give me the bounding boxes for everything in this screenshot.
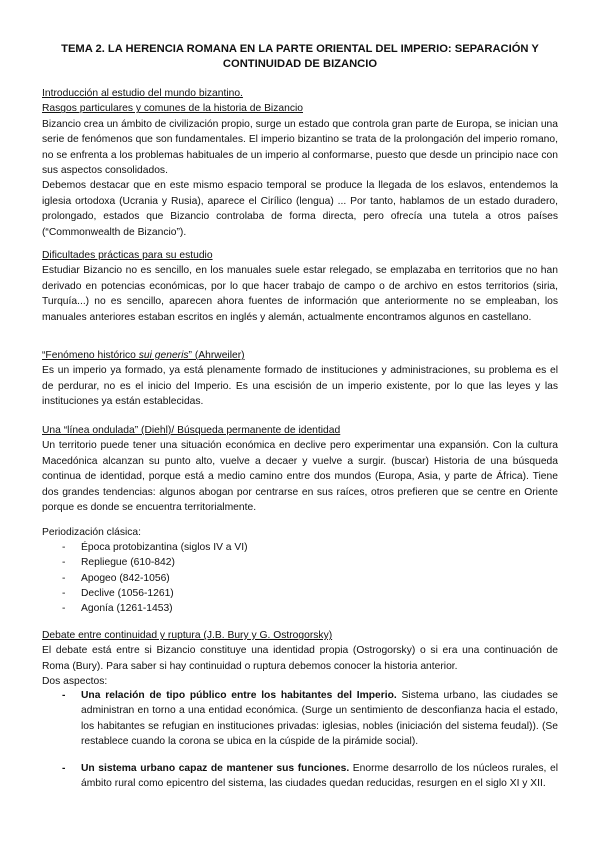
list-item: - Repliegue (610-842) (60, 555, 540, 570)
fenomeno-heading-a: “Fenómeno histórico (42, 350, 139, 361)
aspect-2-title: Un sistema urbano capaz de mantener sus funciones. (81, 763, 350, 774)
aspect-2 (60, 761, 558, 792)
aspect-1 (60, 688, 558, 750)
fenomeno-heading-b: sui generis (138, 350, 189, 361)
intro-paragraph-2: Debemos destacar que en este mismo espacio temporal se produce la llegada de los eslavos, entendemos la iglesia ortodoxa (Ucrania y Rusia), aparece el Cirílico (lengua) ... Por tanto, hablamos de un estado duradero, prolongado, estados que Bizancio controlaba de forma directa, pero ofrecía una tutela a otros países (“Commonwealth de Bizancio”). (42, 180, 558, 238)
list-item: - Declive (1056-1261) (60, 586, 540, 601)
debate-heading: Debate entre continuidad y ruptura (J.B. Bury y G. Ostrogorsky) (42, 630, 333, 641)
debate-paragraph: El debate está entre si Bizancio constituye una identidad propia (Ostrogorsky) o si era una continuación de Roma (Bury). Para saber si hay continuidad o ruptura debemos conocer la historia anterior. (42, 645, 558, 672)
document-title (40, 42, 560, 72)
periodizacion-heading: Periodización clásica: (42, 527, 142, 538)
fenomeno-paragraph: Es un imperio ya formado, ya está plenamente formado de instituciones y administraciones, su problema es el de perdurar, no es el inicio del Imperio. Es una escisión de un imperio existente, por lo que las leyes y las instituciones ya están establecidas. (42, 365, 558, 408)
dificultades-heading: Dificultades prácticas para su estudio (42, 250, 213, 261)
aspect-1-title: Una relación de tipo público entre los habitantes del Imperio. (81, 690, 397, 701)
list-item: - Época protobizantina (siglos IV a VI) (60, 540, 540, 555)
linea-heading: Una “línea ondulada” (Diehl)/ Búsqueda permanente de identidad (42, 425, 341, 436)
list-item: - Apogeo (842-1056) (60, 571, 540, 586)
rasgos-heading: Rasgos particulares y comunes de la historia de Bizancio (42, 103, 303, 115)
title-line-2: CONTINUIDAD DE BIZANCIO (222, 58, 378, 70)
periodizacion-list (60, 540, 540, 616)
list-item: - Agonía (1261-1453) (60, 601, 540, 616)
aspects-label: Dos aspectos: (42, 676, 108, 688)
aspect-2-text: Enorme desarrollo de los núcleos rurales, el ámbito rural como epicentro del sistema, las ciudades quedan reducidas, resurgen en el siglo XI y XII. (81, 763, 558, 790)
debate-section (42, 628, 558, 690)
dificultades-paragraph: Estudiar Bizancio no es sencillo, en los manuales suele estar relegado, se emplazaba en territorios que no han derivado en potencias económicas, por lo que hacer trabajo de campo o de archivo en estos territorios (siria, Turquía...) no es sencillo, aparecen ahora fuentes de información que anteriormente no se empleaban, los manuales anteriores estaban escritos en inglés y alemán, actualmente encontramos algunos en castellano. (42, 265, 558, 323)
dificultades-section (42, 248, 558, 325)
fenomeno-heading (42, 348, 558, 363)
fenomeno-heading-c: ” (Ahrweiler) (188, 350, 245, 361)
title-line-1: TEMA 2. LA HERENCIA ROMANA EN LA PARTE ORIENTAL DEL IMPERIO: SEPARACIÓN Y (61, 43, 539, 55)
intro-section (42, 86, 558, 240)
linea-paragraph: Un territorio puede tener una situación económica en declive pero experimentar una expansión. Con la cultura Macedónica alcanzan su punto alto, vuelve a decaer y vuelve a surgir. (buscar) Historia de una búsqueda continua de identidad, porque está a medio camino entre dos mundos (Europa, Asia, y parte de África). Tiene dos grandes tendencias: algunos abogan por centrarse en sus raíces, otros prefieren que se centre en Oriente porque es donde se encuentra territorialmente. (42, 440, 558, 514)
fenomeno-section (42, 348, 558, 410)
intro-heading: Introducción al estudio del mundo bizantino. (42, 88, 243, 99)
intro-paragraph-1: Bizancio crea un ámbito de civilización propio, surge un estado que controla gran parte de Europa, se inician una serie de fenómenos que son fundamentales. El imperio bizantino se trata de la prolongación del imperio romano, no se enfrenta a los problemas habituales de un imperio al conformarse, puesto que desde un principio nace con sus aspectos consolidados. (42, 118, 558, 177)
linea-section (42, 423, 558, 515)
aspect-1-text: Sistema urbano, las ciudades se administran en torno a una entidad económica. (Surge un sentimiento de desconfianza hacia el estado, los habitantes se refugian en instituciones privadas: iglesias, nobles (iniciación del sistema feudal)). (Se restablece cuando la corona se ubica en la cúspide de la pirámide social). (81, 690, 558, 748)
